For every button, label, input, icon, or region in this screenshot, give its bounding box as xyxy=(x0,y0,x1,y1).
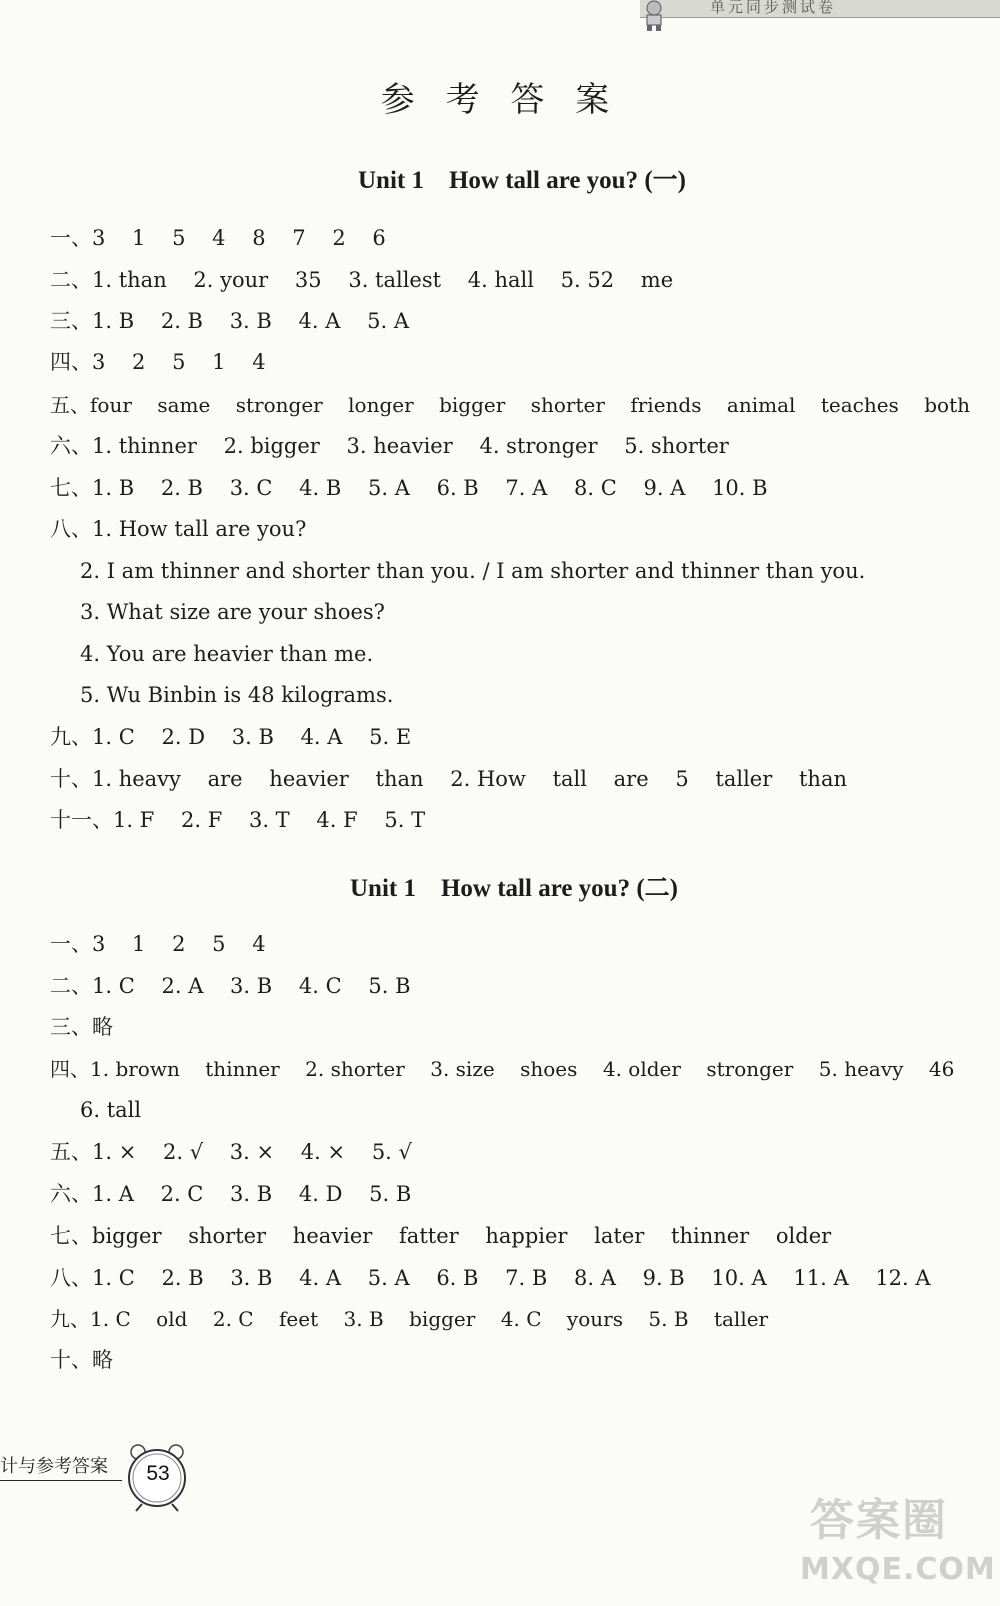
answer-line: 二、1. C 2. A 3. B 4. C 5. B xyxy=(50,974,411,998)
answer-line: 四、3 2 5 1 4 xyxy=(50,350,266,374)
answer-line: 二、1. than 2. your 35 3. tallest 4. hall 5. 52 me xyxy=(50,268,674,292)
answer-line: 四、1. brown thinner 2. shorter 3. size shoes 4. older stronger 5. heavy 46 xyxy=(50,1057,955,1081)
watermark-url: MXQE.COM xyxy=(800,1552,996,1587)
answer-line: 一、3 1 5 4 8 7 2 6 xyxy=(50,226,386,250)
answer-line: 5. Wu Binbin is 48 kilograms. xyxy=(80,683,394,707)
mascot-icon xyxy=(636,0,672,32)
answer-line: 九、1. C old 2. C feet 3. B bigger 4. C yours 5. B taller xyxy=(50,1307,769,1331)
footer-label: 计与参考答案 xyxy=(0,1456,108,1477)
answer-line: 3. What size are your shoes? xyxy=(80,600,385,624)
answer-line: 七、bigger shorter heavier fatter happier later thinner older xyxy=(50,1224,832,1248)
footer-rule xyxy=(0,1480,122,1481)
answer-line: 八、1. C 2. B 3. B 4. A 5. A 6. B 7. B 8. A 9. B 10. A 11. A 12. A xyxy=(50,1266,931,1290)
answer-line: 4. You are heavier than me. xyxy=(80,642,374,666)
answer-line: 十、1. heavy are heavier than 2. How tall are 5 taller than xyxy=(50,767,847,791)
answer-line: 六、1. A 2. C 3. B 4. D 5. B xyxy=(50,1182,412,1206)
series-header-strip: 单元同步测试卷 xyxy=(640,0,1000,18)
answer-line: 三、1. B 2. B 3. B 4. A 5. A xyxy=(50,309,409,333)
section-title-unit1-part2: Unit 1 How tall are you? (二) xyxy=(350,875,678,902)
answer-line: 十一、1. F 2. F 3. T 4. F 5. T xyxy=(50,808,426,832)
answer-line: 2. I am thinner and shorter than you. / I am shorter and thinner than you. xyxy=(80,559,866,583)
answer-line: 三、略 xyxy=(50,1015,113,1039)
section-title-unit1-part1: Unit 1 How tall are you? (一) xyxy=(358,167,686,194)
answer-line: 五、1. × 2. √ 3. × 4. × 5. √ xyxy=(50,1140,412,1164)
answer-line: 一、3 1 2 5 4 xyxy=(50,932,266,956)
page-title: 参 考 答 案 xyxy=(380,80,620,120)
answer-line: 九、1. C 2. D 3. B 4. A 5. E xyxy=(50,725,412,749)
answer-line: 五、four same stronger longer bigger shorter friends animal teaches both xyxy=(50,393,970,417)
page-number: 53 xyxy=(146,1462,170,1485)
answer-line: 6. tall xyxy=(80,1098,142,1122)
answer-line: 八、1. How tall are you? xyxy=(50,517,307,541)
answer-line: 六、1. thinner 2. bigger 3. heavier 4. stronger 5. shorter xyxy=(50,434,729,458)
answer-line: 十、略 xyxy=(50,1348,113,1372)
answer-line: 七、1. B 2. B 3. C 4. B 5. A 6. B 7. A 8. C 9. A 10. B xyxy=(50,476,768,500)
watermark-logo-text: 答案圈 xyxy=(810,1495,948,1546)
site-watermark xyxy=(800,1470,1000,1606)
